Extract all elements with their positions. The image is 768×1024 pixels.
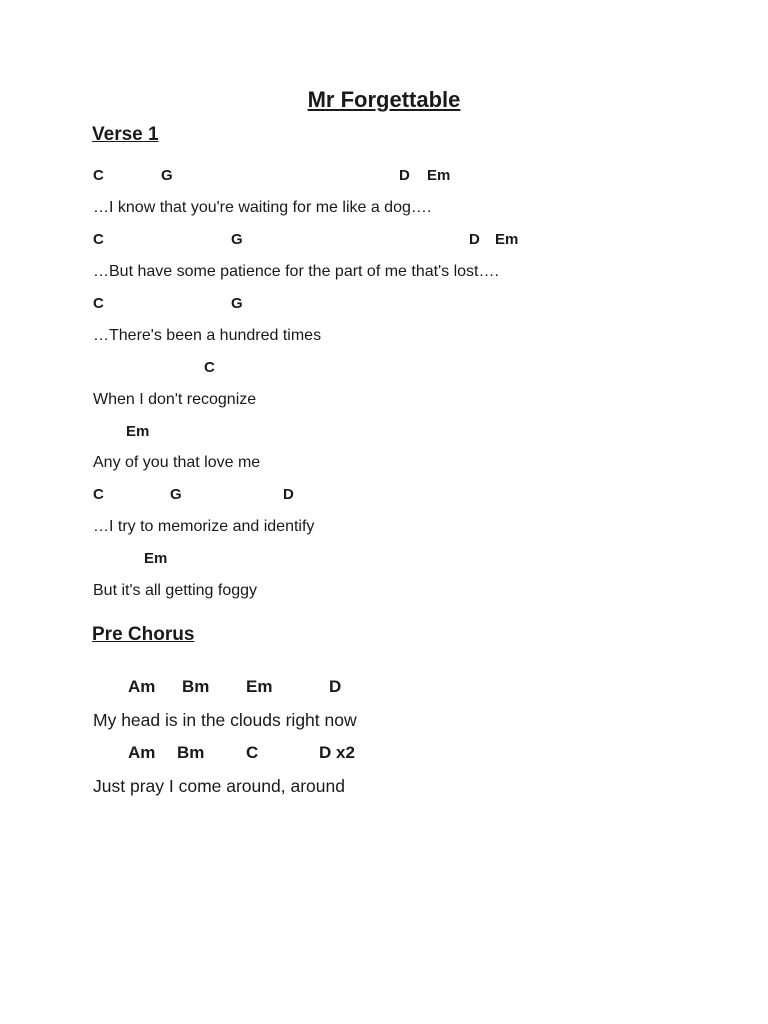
lyric-line: Just pray I come around, around xyxy=(93,776,345,796)
chord: Bm xyxy=(177,743,205,762)
song-title: Mr Forgettable xyxy=(307,87,461,112)
lyric-line: …I know that you're waiting for me like a dog…. xyxy=(93,199,432,216)
lyric-line: …There's been a hundred times xyxy=(93,327,322,344)
chord: C xyxy=(204,359,215,376)
chord: Em xyxy=(144,550,168,567)
chord: G xyxy=(231,231,243,248)
chord-line xyxy=(0,230,768,250)
lyric-line: When I don't recognize xyxy=(93,391,257,408)
chord-line xyxy=(0,743,768,763)
chord-line xyxy=(0,294,768,314)
chord: Am xyxy=(128,677,156,696)
chord-line xyxy=(0,549,768,569)
chord: Em xyxy=(495,231,519,248)
chord: C xyxy=(93,231,104,248)
chord: D x2 xyxy=(319,743,355,762)
chord: D xyxy=(329,677,342,696)
chord: Em xyxy=(126,423,150,440)
chord-line xyxy=(0,677,768,697)
chord-line xyxy=(0,485,768,505)
lyric-line: My head is in the clouds right now xyxy=(93,710,357,730)
chord: C xyxy=(93,486,104,503)
chord: G xyxy=(161,167,173,184)
chord: C xyxy=(93,167,104,184)
chord: C xyxy=(246,743,259,762)
lyric-line: But it's all getting foggy xyxy=(93,582,258,599)
verse-1-heading: Verse 1 xyxy=(92,124,159,145)
pre-chorus-heading: Pre Chorus xyxy=(92,624,195,645)
lyric-line: …I try to memorize and identify xyxy=(93,518,315,535)
chord: Am xyxy=(128,743,156,762)
chord: G xyxy=(231,295,243,312)
chord-line xyxy=(0,422,768,442)
lyric-line: Any of you that love me xyxy=(93,454,261,471)
chord: D xyxy=(469,231,480,248)
chord: Bm xyxy=(182,677,210,696)
chord: D xyxy=(283,486,294,503)
chord: D xyxy=(399,167,410,184)
chord: C xyxy=(93,295,104,312)
chord: G xyxy=(170,486,182,503)
chord: Em xyxy=(427,167,451,184)
lyric-line: …But have some patience for the part of me that's lost…. xyxy=(93,263,499,280)
chord-line xyxy=(0,358,768,378)
chord-line xyxy=(0,166,768,186)
chord: Em xyxy=(246,677,273,696)
